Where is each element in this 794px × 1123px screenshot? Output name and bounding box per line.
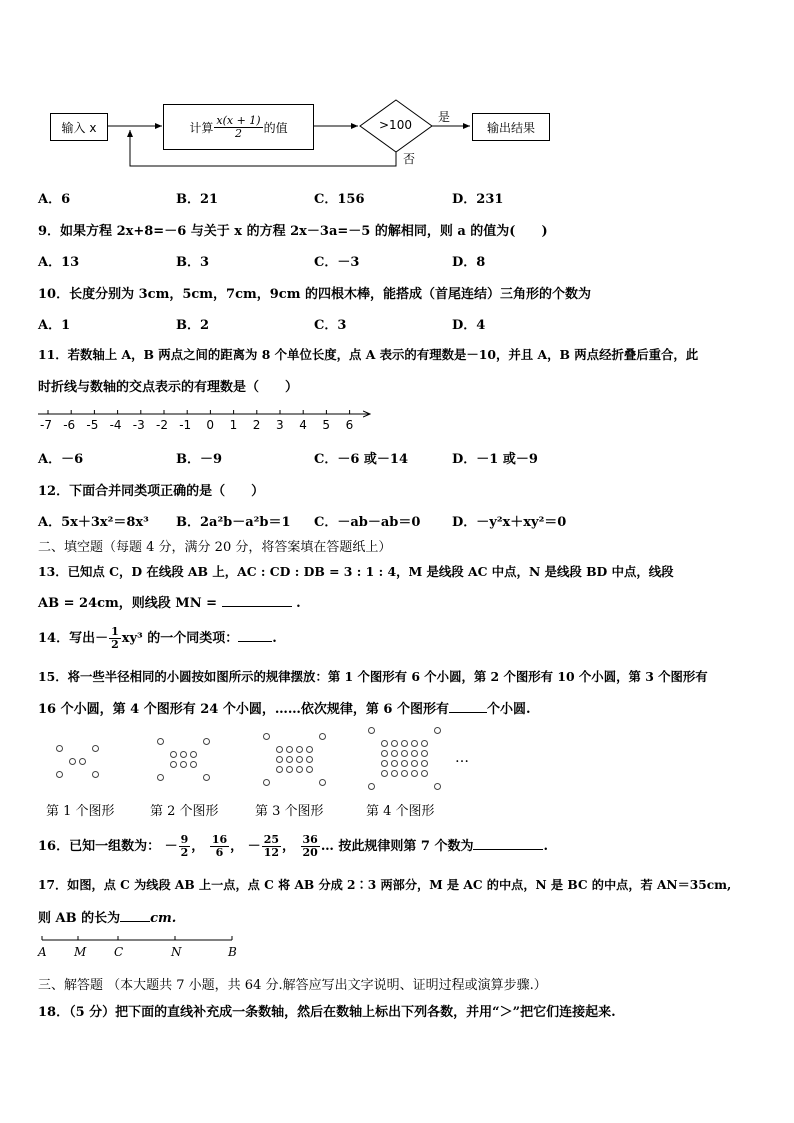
q16-fraction-4-num: 36 <box>302 833 318 846</box>
q12-option-d: D．－y²x＋xy²＝0 <box>452 515 567 530</box>
q10-option-c: C．3 <box>314 318 347 333</box>
q17-line1: 17．如图，点 C 为线段 AB 上一点，点 C 将 AB 分成 2∶3 两部分，M 是 AC 的中点，N 是 BC 的中点，若 AN＝35cm, <box>38 878 732 892</box>
q17-point-label: N <box>171 945 182 959</box>
q15-caption-3: 第 3 个图形 <box>255 804 324 819</box>
compute-suffix: 的值 <box>263 120 288 135</box>
q11-option-b: B．－9 <box>176 452 223 467</box>
input-label: 输入 x <box>61 120 97 135</box>
q11-tick-label: 6 <box>345 418 354 432</box>
output-label: 输出结果 <box>486 120 535 135</box>
q14-post: xy³ 的一个同类项： <box>121 631 239 646</box>
q16-fraction-2-num: 16 <box>211 833 228 846</box>
q18-text: 18．（5 分）把下面的直线补充成一条数轴，然后在数轴上标出下列各数，并用“＞”把它们连接起来. <box>38 1005 616 1020</box>
q11-tick-label: 4 <box>299 418 307 432</box>
q11-option-c: C．－6 或－14 <box>314 452 409 467</box>
q13-line2-post: . <box>296 596 301 611</box>
q16-pre: 16．已知一组数为： <box>38 839 161 854</box>
q15-line2-pre: 16 个小圆，第 4 个图形有 24 个小圆，……依次规律，第 6 个图形有 <box>38 702 449 717</box>
q11-tick-label: -1 <box>179 418 192 432</box>
q16-fraction-1-den: 2 <box>180 846 189 859</box>
q15-ellipsis: … <box>455 750 469 766</box>
q17-line2-pre: 则 AB 的长为 <box>38 911 121 926</box>
q15-caption-2: 第 2 个图形 <box>150 804 219 819</box>
yes-label: 是 <box>438 110 451 124</box>
q14-pre: 14．写出－ <box>38 631 109 646</box>
q11-tick-label: -5 <box>86 418 99 432</box>
q11-tick-label: -3 <box>132 418 145 432</box>
q16: 16．已知一组数为： － $\frac{9}{2}$ ， $\frac{16}{6}$ ， － $\frac{25}{12}$ ， $\frac{36}{20}$ … 按此规律则第 7 个数为 . <box>38 833 548 859</box>
q11-option-a: A．－6 <box>38 452 84 467</box>
q10-option-b: B．2 <box>176 318 210 333</box>
q17-point-label: C <box>114 945 124 959</box>
q16-fraction-2-den: 6 <box>215 846 224 859</box>
q15-caption-1: 第 1 个图形 <box>46 804 115 819</box>
q15-line1: 15．将一些半径相同的小圆按如图所示的规律摆放：第 1 个图形有 6 个小圆，第 2 个图形有 10 个小圆，第 3 个图形有 <box>38 669 708 684</box>
q16-fraction-1-num: 9 <box>180 833 189 846</box>
q9-option-a: A．13 <box>38 255 80 270</box>
q13-line1: 13．已知点 C，D 在线段 AB 上，AC : CD : DB = 3 : 1 : 4，M 是线段 AC 中点，N 是线段 BD 中点，线段 <box>38 564 674 579</box>
q12-text: 12．下面合并同类项正确的是（ ） <box>38 484 265 499</box>
q16-fraction-4-den: 20 <box>302 846 318 859</box>
q11-tick-label: 5 <box>322 418 331 432</box>
q9-text: 9．如果方程 2x+8=－6 与关于 x 的方程 2x－3a=－5 的解相同，则 a 的值为( ) <box>38 224 548 239</box>
q14-fraction-den: 2 <box>111 638 119 651</box>
q16-post: … 按此规律则第 7 个数为 <box>320 839 474 854</box>
compute-prefix: 计算 <box>189 120 214 135</box>
q11-line2: 时折线与数轴的交点表示的有理数是（ ） <box>38 380 299 395</box>
q11-tick-label: 2 <box>252 418 261 432</box>
q12-option-b: B．2a²b－a²b＝1 <box>176 515 291 530</box>
compute-fraction-den: 2 <box>234 126 242 140</box>
q11-tick-label: 3 <box>276 418 284 432</box>
q17-line2-post: cm. <box>150 911 177 926</box>
q16-frac-3-sign: － <box>247 839 261 854</box>
q8-option-c: C．156 <box>314 192 365 207</box>
q11-tick-label: -6 <box>63 418 76 432</box>
q17-point-label: B <box>228 945 237 959</box>
q16-frac-1-sign: － <box>164 839 178 854</box>
q9-option-d: D．8 <box>452 255 486 270</box>
q15-caption-4: 第 4 个图形 <box>366 804 435 819</box>
q11-tick-label: -4 <box>109 418 122 432</box>
q9-option-c: C．－3 <box>314 255 360 270</box>
q14-fraction-num: 1 <box>111 625 119 638</box>
q16-end: . <box>543 839 548 854</box>
q12-option-a: A．5x＋3x²＝8x³ <box>38 515 149 530</box>
q11-tick-label: 1 <box>229 418 238 432</box>
q8-option-d: D．231 <box>452 192 504 207</box>
q12-option-c: C．－ab－ab＝0 <box>314 515 421 530</box>
compute-fraction-num: x(x + 1) <box>216 113 261 127</box>
q16-fraction-3-num: 25 <box>263 833 279 846</box>
q10-text: 10．长度分别为 3cm，5cm，7cm，9cm 的四根木棒，能搭成（首尾连结）三角形的个数为 <box>38 287 592 302</box>
q10-option-d: D．4 <box>452 318 486 333</box>
q8-option-b: B．21 <box>176 192 219 207</box>
q17-point-label: M <box>74 945 87 959</box>
q14-end: . <box>272 631 277 646</box>
q9-option-b: B．3 <box>176 255 210 270</box>
no-label: 否 <box>403 152 416 166</box>
q16-fraction-3-den: 12 <box>263 846 279 859</box>
q8-option-a: A．6 <box>38 192 71 207</box>
q11-tick-label: -7 <box>40 418 52 432</box>
q10-option-a: A．1 <box>38 318 71 333</box>
section2-heading: 二、填空题（每题 4 分，满分 20 分，将答案填在答题纸上） <box>38 540 392 555</box>
q13-line2-pre: AB = 24cm，则线段 MN = <box>38 596 217 611</box>
q15-line2-post: 个小圆. <box>486 702 531 717</box>
q11-line1: 11．若数轴上 A，B 两点之间的距离为 8 个单位长度，点 A 表示的有理数是－10，并且 A，B 两点经折叠后重合，此 <box>38 347 699 362</box>
q11-tick-label: 0 <box>206 418 215 432</box>
section3-heading: 三、解答题 （本大题共 7 小题，共 64 分.解答应写出文字说明、证明过程或演算步骤.） <box>38 978 547 993</box>
condition-label: >100 <box>379 118 412 132</box>
q17-point-label: A <box>38 945 47 959</box>
q11-tick-label: -2 <box>156 418 168 432</box>
q11-option-d: D．－1 或－9 <box>452 452 538 467</box>
